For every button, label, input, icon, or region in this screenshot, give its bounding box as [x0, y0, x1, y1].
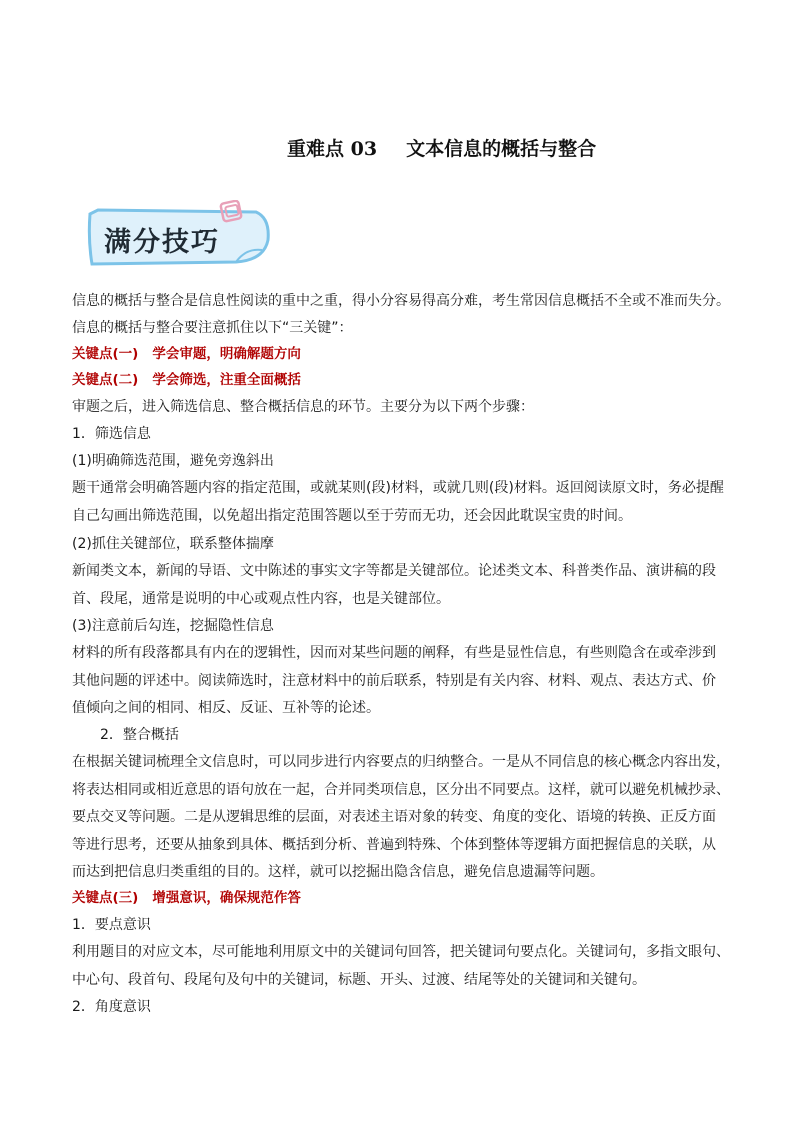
key-label: 关键点(一) [72, 346, 139, 362]
key-text: 学会审题，明确解题方向 [152, 346, 301, 362]
step-heading: 2．角度意识 [72, 999, 151, 1015]
paragraph-line: 首、段尾，通常是说明的中心或观点性内容，也是关键部位。 [72, 591, 450, 607]
paragraph-line: 要点交叉等问题。二是从逻辑思维的层面，对表述主语对象的转变、角度的变化、语境的转换、正反方面 [72, 809, 716, 825]
paragraph-line: 等进行思考，还要从抽象到具体、概括到分析、普遍到特殊、个体到整体等逻辑方面把握信息的关联，从 [72, 837, 716, 853]
paragraph-line: 信息的概括与整合是信息性阅读的重中之重，得小分容易得高分难，考生常因信息概括不全或不准而失分。 [72, 293, 730, 309]
paragraph-line: 审题之后，进入筛选信息、整合概括信息的环节。主要分为以下两个步骤： [72, 399, 534, 415]
key-text: 学会筛选，注重全面概括 [152, 372, 301, 388]
key-text: 增强意识，确保规范作答 [152, 890, 301, 906]
paragraph-line: 其他问题的评述中。阅读筛选时，注意材料中的前后联系，特别是有关内容、材料、观点、表达方式、价 [72, 673, 716, 689]
section-banner [86, 200, 272, 270]
paragraph-line: 将表达相同或相近意思的语句放在一起，合并同类项信息，区分出不同要点。这样，就可以避免机械抄录、 [72, 782, 730, 798]
paragraph-line: 中心句、段首句、段尾句及句中的关键词，标题、开头、过渡、结尾等处的关键词和关键句。 [72, 972, 646, 988]
sub-heading: (2)抓住关键部位，联系整体揣摩 [72, 536, 274, 552]
paragraph-line: 而达到把信息归类重组的目的。这样，就可以挖掘出隐含信息，避免信息遗漏等问题。 [72, 864, 604, 880]
step-heading: 2．整合概括 [100, 727, 179, 743]
banner-text: 满分技巧 [104, 227, 220, 258]
paragraph-line: 材料的所有段落都具有内在的逻辑性，因而对某些问题的阐释，有些是显性信息，有些则隐含在或牵涉到 [72, 645, 716, 661]
paragraph-line: 信息的概括与整合要注意抓住以下“三关键”： [72, 320, 353, 336]
step-heading: 1．筛选信息 [72, 426, 151, 442]
paragraph-line: 自己勾画出筛选范围，以免超出指定范围答题以至于劳而无功，还会因此耽误宝贵的时间。 [72, 508, 632, 524]
sub-heading: (1)明确筛选范围，避免旁逸斜出 [72, 453, 274, 469]
key-label: 关键点(三) [72, 890, 139, 906]
page-title: 重难点 03 文本信息的概括与整合 [287, 138, 597, 160]
sub-heading: (3)注意前后勾连，挖掘隐性信息 [72, 618, 274, 634]
paragraph-line: 新闻类文本，新闻的导语、文中陈述的事实文字等都是关键部位。论述类文本、科普类作品、演讲稿的段 [72, 563, 716, 579]
paragraph-line: 在根据关键词梳理全文信息时，可以同步进行内容要点的归纳整合。一是从不同信息的核心概念内容出发， [72, 754, 730, 770]
key-point-3 [72, 888, 301, 908]
key-point-2 [72, 370, 301, 390]
step-heading: 1．要点意识 [72, 917, 151, 933]
paragraph-line: 利用题目的对应文本，尽可能地利用原文中的关键词句回答，把关键词句要点化。关键词句，多指文眼句、 [72, 944, 730, 960]
key-point-1 [72, 344, 301, 364]
paragraph-line: 题干通常会明确答题内容的指定范围，或就某则(段)材料，或就几则(段)材料。返回阅读原文时，务必提醒 [72, 480, 724, 496]
paragraph-line: 值倾向之间的相同、相反、反证、互补等的论述。 [72, 700, 380, 716]
key-label: 关键点(二) [72, 372, 139, 388]
